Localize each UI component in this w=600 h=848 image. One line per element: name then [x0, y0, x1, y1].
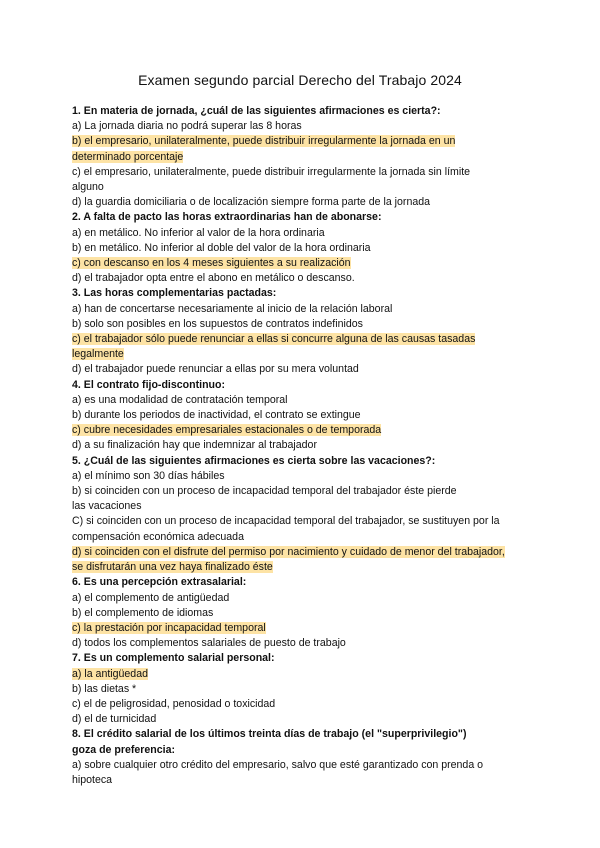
highlight-mark: legalmente: [72, 348, 124, 361]
question-line: 5. ¿Cuál de las siguientes afirmaciones es cierta sobre las vacaciones?:: [72, 454, 436, 467]
answer-line: a) La jornada diaria no podrá superar las 8 horas: [72, 120, 302, 133]
question-line: 4. El contrato fijo-discontinuo:: [72, 378, 226, 391]
answer-line: b) el complemento de idiomas: [72, 606, 214, 619]
highlighted-answer-line: [72, 560, 532, 575]
answer-line: a) el complemento de antigüedad: [72, 591, 230, 604]
document-body: [72, 104, 532, 788]
answer-line: C) si coinciden con un proceso de incapacidad temporal del trabajador, se sustituyen por la: [72, 515, 500, 528]
answer-line: d) el trabajador opta entre el abono en metálico o descanso.: [72, 272, 355, 285]
question-line: 7. Es un complemento salarial personal:: [72, 652, 275, 665]
answer-line: a) en metálico. No inferior al valor de la hora ordinaria: [72, 226, 325, 239]
highlight-mark: c) el trabajador sólo puede renunciar a ellas si concurre alguna de las causas tasadas: [72, 333, 476, 346]
answer-line: b) si coinciden con un proceso de incapacidad temporal del trabajador éste pierde: [72, 485, 457, 498]
answer-line: d) el de turnicidad: [72, 713, 157, 726]
question-line: 8. El crédito salarial de los últimos treinta días de trabajo (el "superprivilegio"): [72, 728, 467, 741]
highlight-mark: d) si coinciden con el disfrute del permiso por nacimiento y cuidado de menor del trabajador,: [72, 545, 505, 558]
document-title: Examen segundo parcial Derecho del Trabajo 2024: [138, 72, 462, 88]
question-line: 6. Es una percepción extrasalarial:: [72, 576, 247, 589]
answer-line: b) las dietas *: [72, 682, 137, 695]
answer-line: d) la guardia domiciliaria o de localización siempre forma parte de la jornada: [72, 196, 431, 209]
answer-line: a) han de concertarse necesariamente al inicio de la relación laboral: [72, 302, 393, 315]
highlight-mark: determinado porcentaje: [72, 150, 184, 163]
highlighted-answer-line: [72, 347, 532, 362]
answer-line: hipoteca: [72, 773, 113, 786]
answer-line: las vacaciones: [72, 500, 142, 513]
answer-line: b) solo son posibles en los supuestos de contratos indefinidos: [72, 317, 363, 330]
answer-line: d) a su finalización hay que indemnizar al trabajador: [72, 439, 317, 452]
highlight-mark: c) cubre necesidades empresariales estacionales o de temporada: [72, 424, 382, 437]
highlighted-answer-line: [72, 150, 532, 165]
highlight-mark: a) la antigüedad: [72, 667, 148, 680]
answer-line: c) el empresario, unilateralmente, puede distribuir irregularmente la jornada sin límite: [72, 165, 471, 178]
question-line: 1. En materia de jornada, ¿cuál de las siguientes afirmaciones es cierta?:: [72, 105, 441, 117]
answer-line: alguno: [72, 181, 104, 194]
highlight-mark: c) la prestación por incapacidad temporal: [72, 621, 266, 634]
answer-line: b) en metálico. No inferior al doble del valor de la hora ordinaria: [72, 241, 371, 254]
highlighted-answer-line: [72, 545, 532, 560]
highlighted-answer-line: [72, 667, 532, 682]
answer-line: d) todos los complementos salariales de puesto de trabajo: [72, 637, 346, 650]
question-line: 3. Las horas complementarias pactadas:: [72, 287, 277, 300]
answer-line: d) el trabajador puede renunciar a ellas por su mera voluntad: [72, 363, 359, 376]
highlighted-answer-line: [72, 423, 532, 438]
highlight-mark: c) con descanso en los 4 meses siguientes a su realización: [72, 257, 351, 270]
highlight-mark: se disfrutarán una vez haya finalizado éste: [72, 561, 273, 574]
answer-line: a) es una modalidad de contratación temporal: [72, 393, 288, 406]
question-line: 2. A falta de pacto las horas extraordinarias han de abonarse:: [72, 211, 382, 224]
answer-line: c) el de peligrosidad, penosidad o toxicidad: [72, 697, 276, 710]
highlight-mark: b) el empresario, unilateralmente, puede distribuir irregularmente la jornada en un: [72, 135, 456, 148]
highlighted-answer-line: [72, 134, 532, 149]
highlighted-answer-line: [72, 332, 532, 347]
highlighted-answer-line: [72, 621, 532, 636]
answer-line: b) durante los periodos de inactividad, el contrato se extingue: [72, 409, 361, 422]
answer-line: a) el mínimo son 30 días hábiles: [72, 469, 225, 482]
highlighted-answer-line: [72, 256, 532, 271]
answer-line: a) sobre cualquier otro crédito del empresario, salvo que esté garantizado con prenda o: [72, 758, 484, 771]
question-line: goza de preferencia:: [72, 743, 176, 756]
answer-line: compensación económica adecuada: [72, 530, 244, 543]
